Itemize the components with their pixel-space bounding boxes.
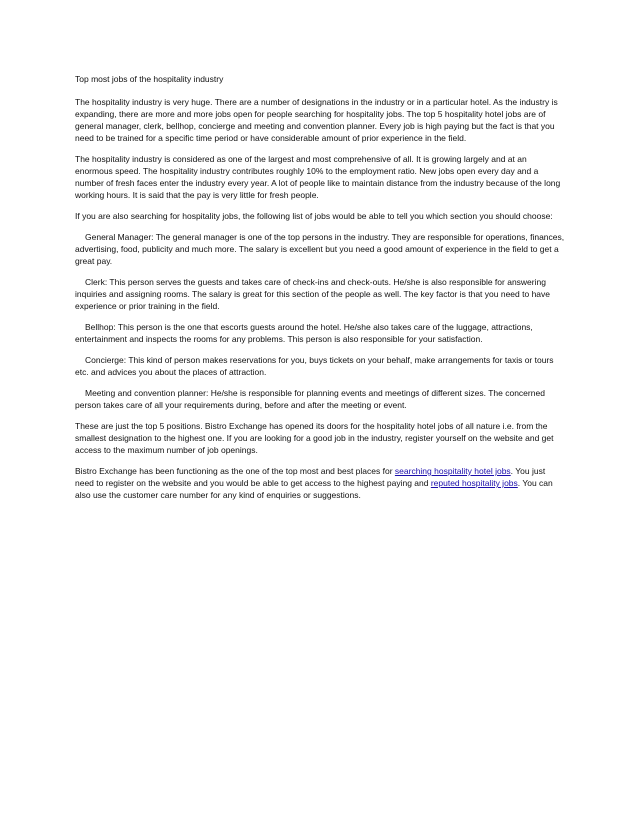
closing-text-3: . You can also use the customer care number for any kind of enquiries or suggestions.	[75, 478, 553, 500]
intro-paragraph: The hospitality industry is very huge. There are a number of designations in the industry or in a particular hotel. As the industry is expanding, there are more and more jobs open for people searching for hospitality jobs. The top 5 hospitality hotel jobs are of general manager, clerk, bellhop, concierge and meeting and convention planner. Every job is high paying but the fact is that you need to be trained for a specific time period or have considerable amount of prior experience in the field.	[75, 97, 558, 143]
document-title: Top most jobs of the hospitality industry	[75, 74, 224, 84]
job-meeting-planner: Meeting and convention planner: He/she is responsible for planning events and meetings of different sizes. The concerned person takes care of all your requirements during, before and after the meeting or event.	[75, 388, 545, 410]
job-bellhop: Bellhop: This person is the one that escorts guests around the hotel. He/she also takes care of the luggage, attractions, entertainment and inspects the rooms for any problems. This person is also responsible for your satisfaction.	[75, 322, 533, 344]
job-general-manager: General Manager: The general manager is one of the top persons in the industry. They are responsible for operations, finances, advertising, food, publicity and much more. The salary is excellent but you need a good amount of experience in the field to get a great pay.	[75, 232, 565, 266]
searching-hotel-jobs-link[interactable]: searching hospitality hotel jobs	[394, 466, 511, 476]
job-clerk: Clerk: This person serves the guests and takes care of check-ins and check-outs. He/she is also responsible for answering inquiries and assigning rooms. The salary is great for this section of the people as well. The key factor is that you need to have experience or prior training in the field.	[75, 277, 551, 311]
closing-text-1: Bistro Exchange has been functioning as the one of the top most and best places for	[75, 466, 395, 476]
jobs-intro-paragraph: If you are also searching for hospitality jobs, the following list of jobs would be able to tell you which section you should choose:	[75, 211, 553, 221]
closing-paragraph	[75, 465, 565, 501]
document-page	[75, 73, 565, 510]
closing-text-2: . You just need to register on the website and you would be able to get access to the highest paying and	[75, 466, 546, 488]
industry-paragraph: The hospitality industry is considered as one of the largest and most comprehensive of all. It is growing largely and at an enormous speed. The hospitality industry contributes roughly 10% to the employment ratio. New jobs open every day and a number of fresh faces enter the industry every year. A lot of people like to maintain distance from the industry because of the long working hours. It is said that the pay is very little for fresh people.	[75, 154, 561, 200]
reputed-jobs-link[interactable]: reputed hospitality jobs	[430, 478, 518, 488]
positions-paragraph: These are just the top 5 positions. Bistro Exchange has opened its doors for the hospitality hotel jobs of all nature i.e. from the smallest designation to the highest one. If you are looking for a good job in the industry, register yourself on the website and get access to the maximum number of job openings.	[75, 421, 554, 455]
job-concierge: Concierge: This kind of person makes reservations for you, buys tickets on your behalf, make arrangements for taxis or tours etc. and advices you about the places of attraction.	[75, 355, 554, 377]
